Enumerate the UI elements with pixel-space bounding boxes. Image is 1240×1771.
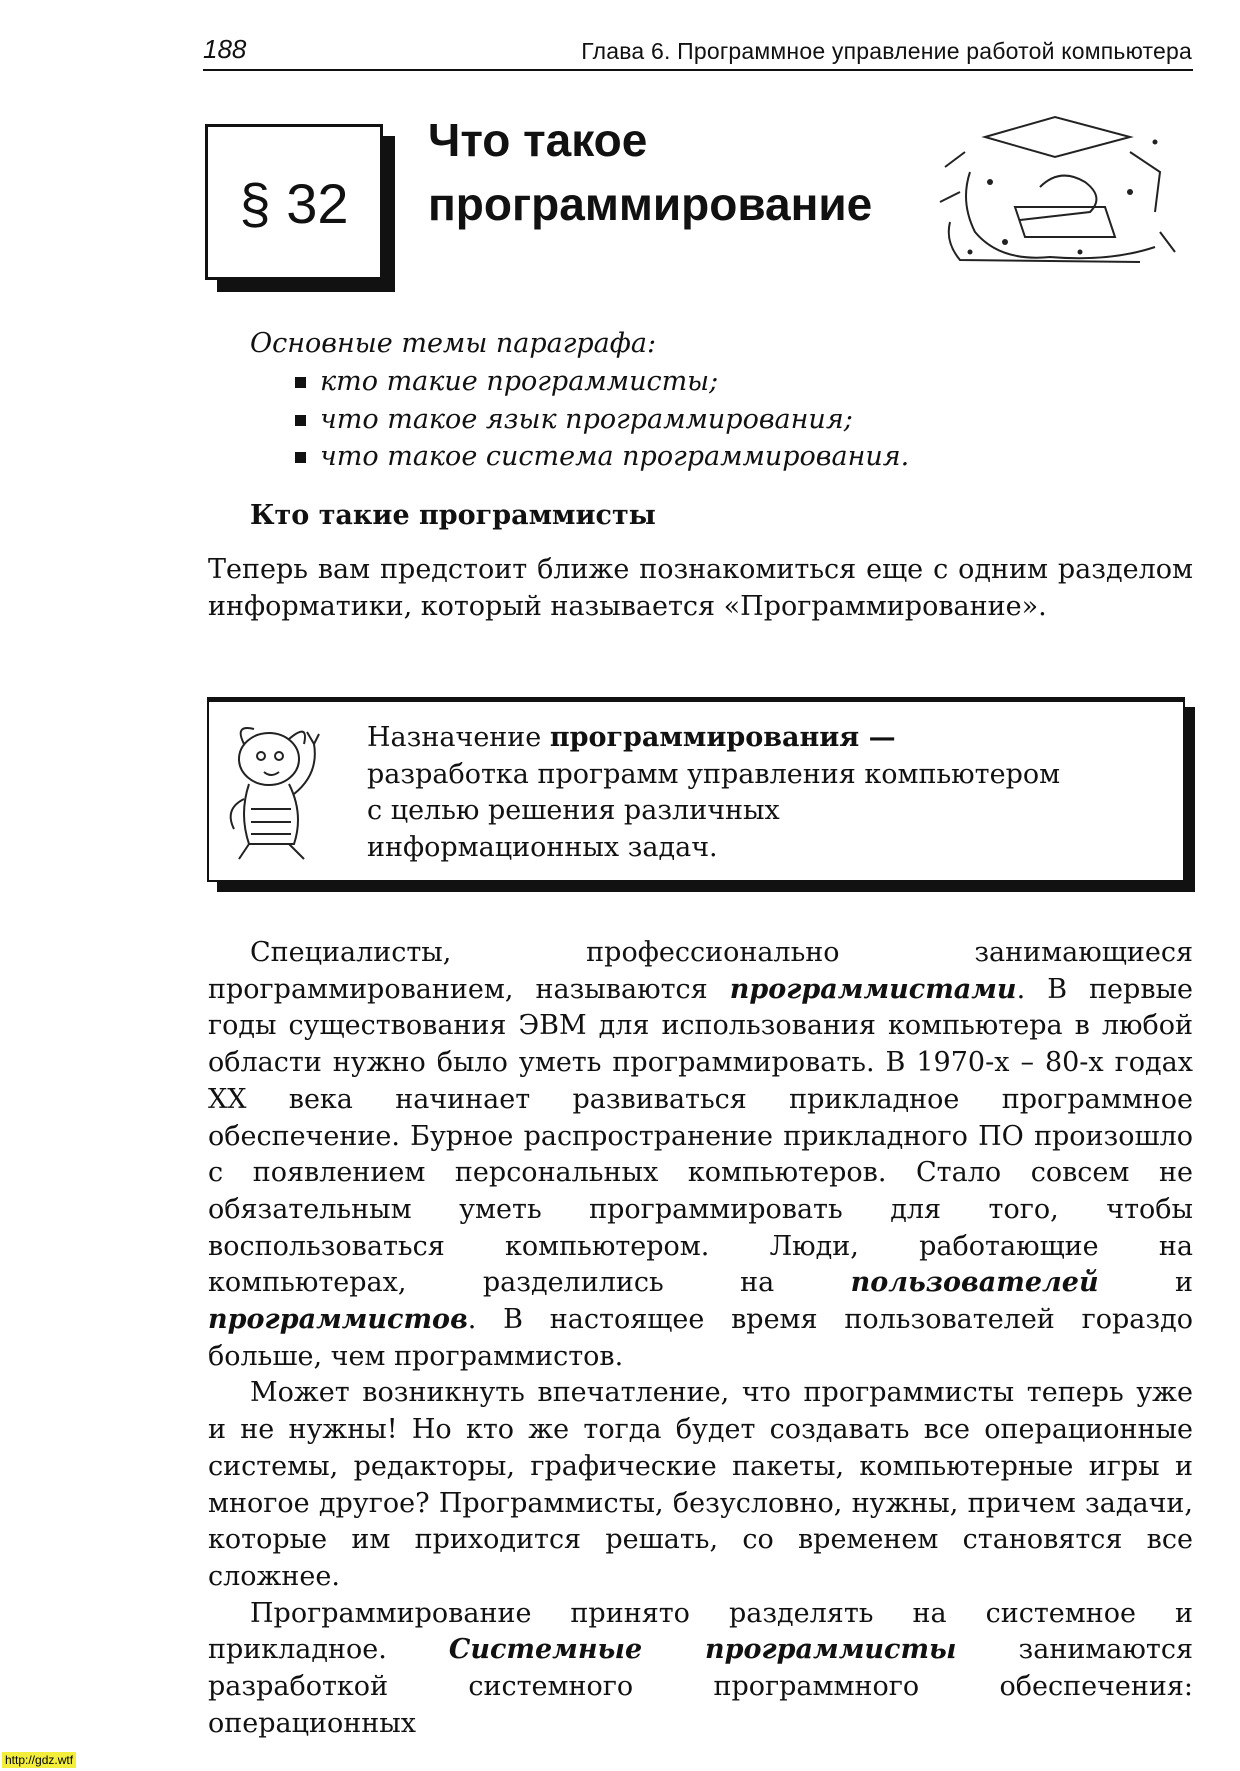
paragraph: Специалисты, профессионально занимающиеся программированием, называются программистами. В первые годы существования ЭВМ для использования компьютера в любой области нужно было уметь программировать. В 1970-х – 80-х годах XX века начинает развиваться прикладное программное обеспечение. Бурное распространение прикладного ПО произошло с появлением персональных компьютеров. Стало совсем не обязательным уметь программировать для того, чтобы воспользоваться компьютером. Люди, работающие на компьютерах, разделились на пользователей и программистов. В настоящее время пользователей гораздо больше, чем программистов. [208, 937, 1193, 1372]
body-text [208, 935, 1193, 1742]
definition-line: информационных задач. [367, 831, 718, 863]
watermark-link[interactable]: http://gdz.wtf [2, 1752, 76, 1768]
paragraph: Программирование принято разделять на системное и прикладное. Системные программисты занимаются разработкой системного программного обеспечения: операционных [208, 1597, 1194, 1739]
definition-line: с целью решения различных [367, 795, 780, 826]
section-title-line-1: Что такое [428, 114, 648, 166]
bullet-icon [295, 415, 306, 426]
mascot-icon [219, 714, 339, 864]
running-header-title: Глава 6. Программное управление работой компьютера [581, 38, 1192, 64]
themes-heading: Основные темы параграфа: [250, 328, 657, 359]
bullet-icon [295, 377, 306, 388]
definition-line: разработка программ управления компьютером [367, 758, 1061, 790]
flowchart-illustration-icon [930, 112, 1180, 270]
definition-text: Назначение программирования — разработка программ управления компьютером с целью решения различных информационных задач. [367, 720, 1167, 866]
section-title-line-2: программирование [428, 178, 873, 230]
section-number-box [205, 124, 383, 280]
section-title [428, 108, 948, 236]
intro-paragraph: Теперь вам предстоит ближе познакомиться еще с одним разделом информатики, который называется «Программирование». [208, 554, 1193, 622]
bullet-icon [295, 452, 306, 463]
definition-lead: Назначение [367, 722, 542, 753]
subheading: Кто такие программисты [250, 500, 656, 531]
definition-term: программирования [549, 722, 860, 753]
theme-item: кто такие программисты; [295, 366, 718, 397]
theme-item: что такое язык программирования; [295, 404, 853, 435]
section-number: § 32 [239, 172, 349, 235]
theme-item: что такое система программирования. [295, 441, 909, 472]
header-rule [203, 69, 1193, 71]
page-number: 188 [203, 34, 247, 64]
definition-box [207, 697, 1185, 882]
paragraph: Может возникнуть впечатление, что программисты теперь уже и не нужны! Но кто же тогда будет создавать все операционные системы, редакторы, графические пакеты, компьютерные игры и многое другое? Программисты, безусловно, нужны, причем задачи, которые им приходится решать, со временем становятся все сложнее. [208, 1377, 1193, 1592]
